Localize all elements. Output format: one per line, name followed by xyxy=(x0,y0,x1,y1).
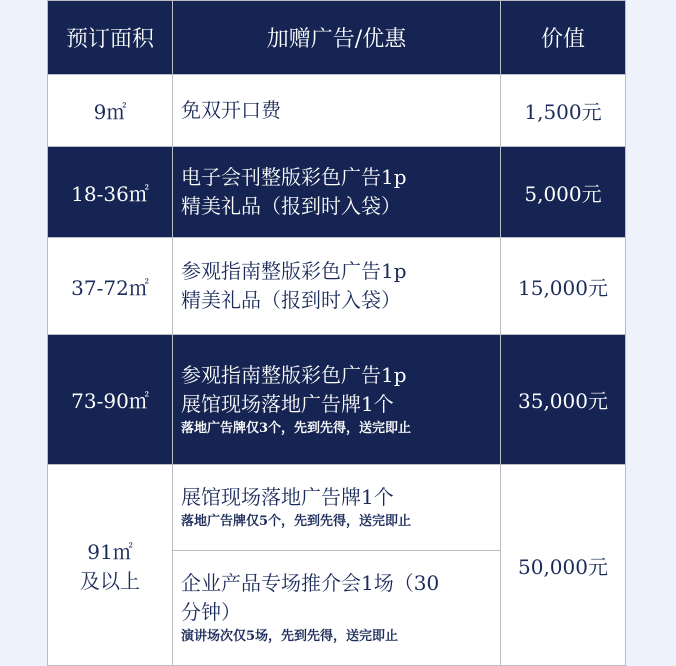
gift-line: 电子会刊整版彩色广告1p xyxy=(181,165,407,189)
price-cell: 35,000元 xyxy=(501,335,626,465)
area-line: 91㎡ xyxy=(87,540,133,564)
gift-line: 参观指南整版彩色广告1p xyxy=(181,362,407,387)
header-price: 价值 xyxy=(501,1,626,75)
gift-line: 参观指南整版彩色广告1p xyxy=(181,259,407,283)
gift-cell xyxy=(173,551,501,666)
area-cell: 37-72㎡ xyxy=(48,238,173,335)
price-cell: 1,500元 xyxy=(501,75,626,147)
gift-note: 落地广告牌仅5个，先到先得，送完即止 xyxy=(181,514,412,529)
table-row xyxy=(48,335,626,465)
gift-line: 展馆现场落地广告牌1个 xyxy=(181,485,394,509)
gift-note: 落地广告牌仅3个，先到先得，送完即止 xyxy=(181,420,412,436)
gift-cell xyxy=(173,238,501,335)
area-cell: 73-90㎡ xyxy=(48,335,173,465)
area-cell: 9㎡ xyxy=(48,75,173,147)
table-row xyxy=(48,465,626,551)
gift-line: 分钟） xyxy=(181,600,241,624)
area-line: 及以上 xyxy=(80,569,140,593)
price-cell: 5,000元 xyxy=(501,147,626,238)
gift-line: 精美礼品（报到时入袋） xyxy=(181,288,401,312)
gift-cell xyxy=(173,147,501,238)
gift-cell xyxy=(173,75,501,147)
header-gift: 加赠广告/优惠 xyxy=(173,1,501,75)
gift-line: 展馆现场落地广告牌1个 xyxy=(181,391,394,416)
area-cell xyxy=(48,465,173,666)
gift-note: 演讲场次仅5场，先到先得，送完即止 xyxy=(181,629,399,644)
header-area: 预订面积 xyxy=(48,1,173,75)
gift-line: 精美礼品（报到时入袋） xyxy=(181,194,401,218)
table-row xyxy=(48,238,626,335)
header-row xyxy=(48,1,626,75)
price-cell: 50,000元 xyxy=(501,465,626,666)
area-cell: 18-36㎡ xyxy=(48,147,173,238)
gift-cell xyxy=(173,465,501,551)
pricing-table xyxy=(47,0,626,666)
table-row xyxy=(48,75,626,147)
table-row xyxy=(48,147,626,238)
gift-cell xyxy=(173,335,501,465)
gift-line: 企业产品专场推介会1场（30 xyxy=(181,571,440,595)
gift-line: 免双开口费 xyxy=(181,98,281,122)
price-cell: 15,000元 xyxy=(501,238,626,335)
